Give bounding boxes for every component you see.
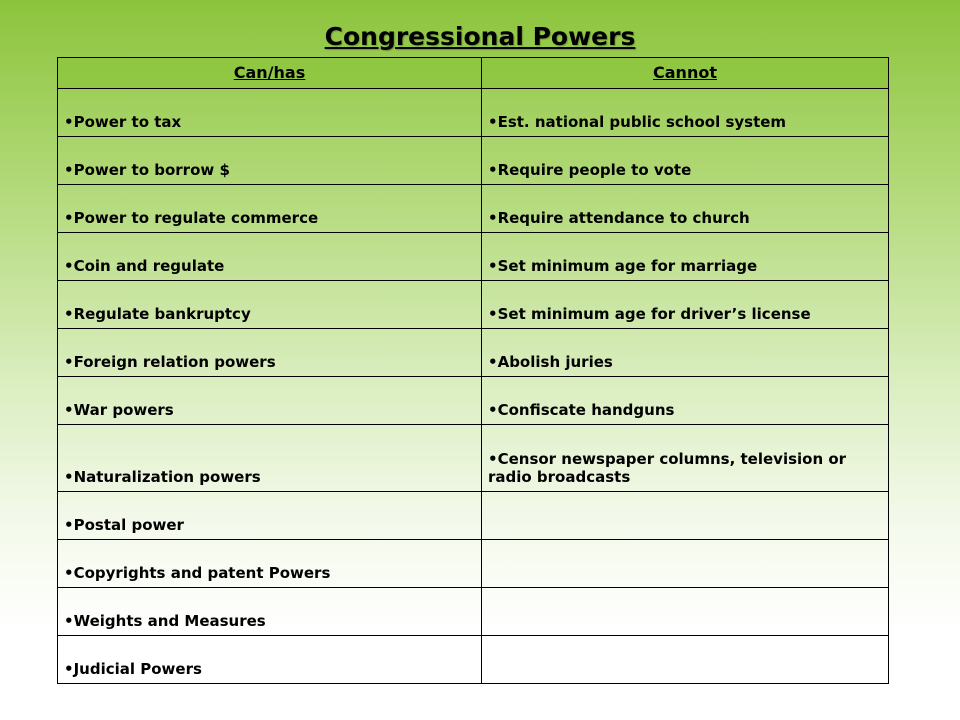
table-row	[58, 492, 889, 540]
cannot-cell	[482, 492, 889, 540]
table-row	[58, 588, 889, 636]
can-cell: •Foreign relation powers	[58, 329, 482, 377]
can-cell: •Weights and Measures	[58, 588, 482, 636]
congressional-powers-table	[57, 57, 889, 684]
can-cell: •Power to borrow $	[58, 137, 482, 185]
table-row	[58, 185, 889, 233]
table-row	[58, 89, 889, 137]
header-can-has: Can/has	[58, 58, 482, 89]
cannot-cell: •Abolish juries	[482, 329, 889, 377]
table-row	[58, 233, 889, 281]
can-cell: •War powers	[58, 377, 482, 425]
can-cell: •Copyrights and patent Powers	[58, 540, 482, 588]
table-row	[58, 137, 889, 185]
header-cannot: Cannot	[482, 58, 889, 89]
can-cell: •Coin and regulate	[58, 233, 482, 281]
cannot-cell: •Set minimum age for driver’s license	[482, 281, 889, 329]
cannot-cell: •Set minimum age for marriage	[482, 233, 889, 281]
page-title: Congressional Powers	[324, 22, 636, 51]
can-cell: •Power to tax	[58, 89, 482, 137]
can-cell: •Naturalization powers	[58, 425, 482, 492]
cannot-cell	[482, 540, 889, 588]
cannot-cell	[482, 636, 889, 684]
can-cell: •Power to regulate commerce	[58, 185, 482, 233]
table-row	[58, 281, 889, 329]
can-cell: •Regulate bankruptcy	[58, 281, 482, 329]
table-header-row	[58, 58, 889, 89]
cannot-cell: •Require attendance to church	[482, 185, 889, 233]
table-row	[58, 425, 889, 492]
cannot-cell: •Censor newspaper columns, television or radio broadcasts	[482, 425, 889, 492]
table-row	[58, 540, 889, 588]
table-row	[58, 377, 889, 425]
can-cell: •Postal power	[58, 492, 482, 540]
cannot-cell: •Confiscate handguns	[482, 377, 889, 425]
cannot-cell: •Require people to vote	[482, 137, 889, 185]
cannot-cell	[482, 588, 889, 636]
can-cell: •Judicial Powers	[58, 636, 482, 684]
cannot-cell: •Est. national public school system	[482, 89, 889, 137]
table-row	[58, 329, 889, 377]
table-row	[58, 636, 889, 684]
